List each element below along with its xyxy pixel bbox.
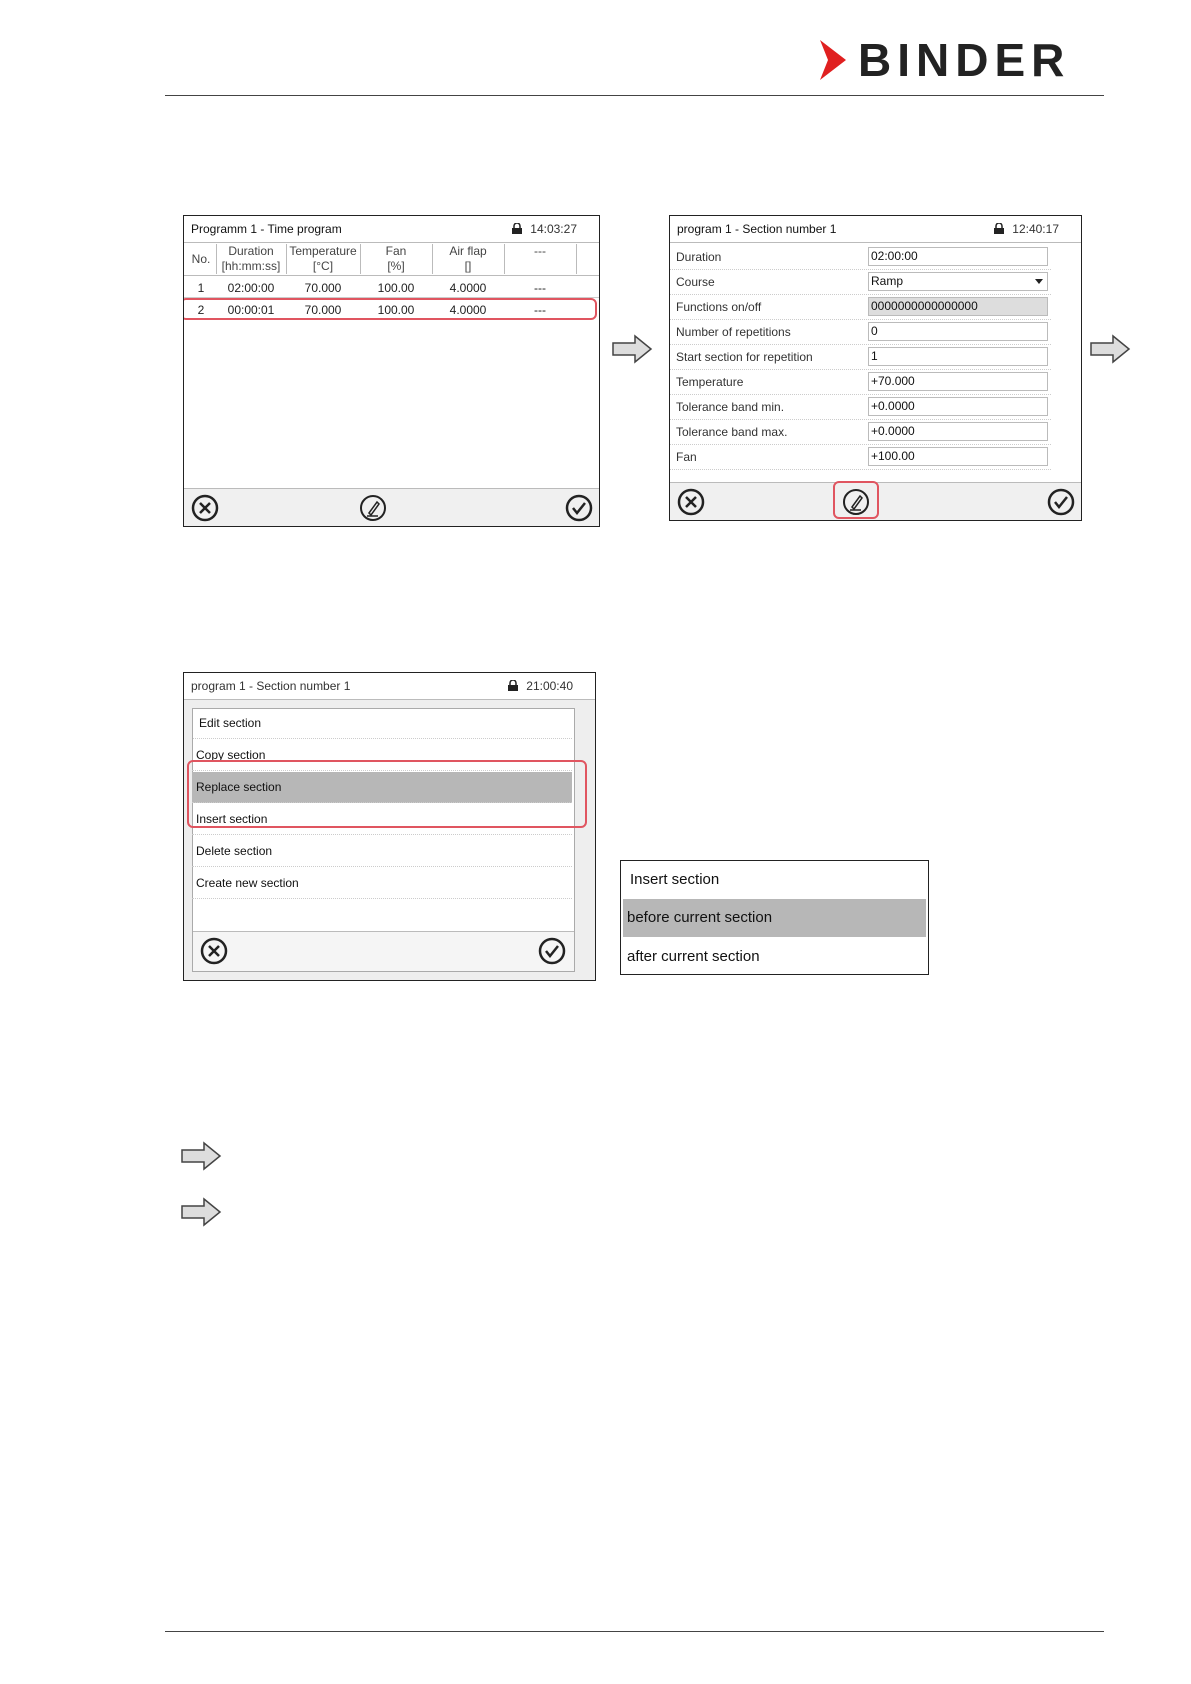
cancel-button[interactable] — [190, 493, 220, 523]
close-icon — [199, 936, 229, 966]
header-rule — [165, 95, 1104, 96]
screen-title: Programm 1 - Time program — [191, 222, 342, 236]
temperature-field[interactable]: +70.000 — [868, 372, 1048, 391]
check-icon — [564, 493, 594, 523]
form-row-duration: Duration 02:00:00 — [670, 244, 1051, 270]
duration-field[interactable]: 02:00:00 — [868, 247, 1048, 266]
close-icon — [190, 493, 220, 523]
col-header-extra: --- — [534, 244, 546, 258]
form-row-tol-min: Tolerance band min. +0.0000 — [670, 394, 1051, 420]
menu-item-copy-section[interactable]: Copy section — [192, 740, 572, 771]
binder-logo — [818, 34, 1108, 86]
check-icon — [1046, 487, 1076, 517]
form-row-functions: Functions on/off 0000000000000000 — [670, 294, 1051, 320]
arrow-right-icon — [180, 1196, 222, 1228]
lock-icon — [993, 223, 1005, 234]
cancel-button[interactable] — [199, 936, 229, 966]
footer-bar — [184, 488, 599, 526]
tolerance-min-field[interactable]: +0.0000 — [868, 397, 1048, 416]
col-header-air-flap: Air flap [] — [449, 244, 487, 273]
title-bar — [184, 216, 599, 243]
menu-item-create-new-section[interactable]: Create new section — [192, 868, 572, 899]
confirm-button[interactable] — [564, 493, 594, 523]
screen-time-program: Programm 1 - Time program 14:03:27 No. Duration [hh:mm:ss] Temperature [°C] Fan [%] Air flap [] --- 1 02:00:00 70.000 100.00 4.0000 --- 2 00:00:01 70.000 100.00 4.0000 --- — [183, 215, 600, 527]
title-bar — [670, 216, 1081, 243]
col-header-duration: Duration [hh:mm:ss] — [221, 244, 281, 273]
menu-item-edit-section[interactable]: Edit section — [193, 708, 572, 739]
title-bar — [184, 673, 595, 700]
form-row-fan: Fan +100.00 — [670, 444, 1051, 470]
screen-section-menu — [183, 672, 596, 981]
menu-item-replace-section[interactable]: Replace section — [192, 772, 572, 803]
pencil-icon — [358, 493, 388, 523]
start-section-field[interactable]: 1 — [868, 347, 1048, 366]
option-after-current-section[interactable]: after current section — [627, 948, 760, 965]
insert-section-popup — [620, 860, 929, 975]
cancel-button[interactable] — [676, 487, 706, 517]
repetitions-field[interactable]: 0 — [868, 322, 1048, 341]
clock: 12:40:17 — [1012, 222, 1059, 236]
col-header-fan: Fan [%] — [385, 244, 407, 273]
menu-highlight — [187, 760, 587, 828]
clock: 14:03:27 — [530, 222, 577, 236]
arrow-right-icon — [180, 1140, 222, 1172]
form-row-start-section: Start section for repetition 1 — [670, 344, 1051, 370]
menu-item-insert-section[interactable]: Insert section — [192, 804, 572, 835]
screen-title: program 1 - Section number 1 — [677, 222, 837, 236]
menu-footer — [193, 931, 574, 971]
form-row-repetitions: Number of repetitions 0 — [670, 319, 1051, 345]
close-icon — [676, 487, 706, 517]
binder-logo-text: BINDER — [858, 34, 1071, 86]
binder-logo-mark-icon — [818, 38, 848, 82]
edit-button-highlight — [833, 481, 879, 519]
lock-icon — [511, 223, 523, 234]
form-row-tol-max: Tolerance band max. +0.0000 — [670, 419, 1051, 445]
row-highlight — [183, 298, 597, 320]
menu-item-delete-section[interactable]: Delete section — [192, 836, 572, 867]
screen-title: program 1 - Section number 1 — [191, 679, 351, 693]
popup-title: Insert section — [623, 861, 926, 900]
fan-field[interactable]: +100.00 — [868, 447, 1048, 466]
col-header-no: No. — [191, 252, 211, 266]
check-icon — [537, 936, 567, 966]
footer-rule — [165, 1631, 1104, 1632]
screen-section-form — [669, 215, 1082, 521]
chevron-down-icon — [1035, 279, 1043, 284]
form-row-course: Course Ramp — [670, 269, 1051, 295]
course-select[interactable]: Ramp — [868, 272, 1048, 291]
option-before-current-section[interactable]: before current section — [623, 899, 926, 937]
col-header-temperature: Temperature [°C] — [289, 244, 357, 273]
confirm-button[interactable] — [537, 936, 567, 966]
tolerance-max-field[interactable]: +0.0000 — [868, 422, 1048, 441]
lock-icon — [507, 680, 519, 691]
confirm-button[interactable] — [1046, 487, 1076, 517]
functions-field[interactable]: 0000000000000000 — [868, 297, 1048, 316]
arrow-right-icon — [1089, 333, 1131, 365]
edit-button[interactable] — [358, 493, 388, 523]
form-row-temperature: Temperature +70.000 — [670, 369, 1051, 395]
clock: 21:00:40 — [526, 679, 573, 693]
arrow-right-icon — [611, 333, 653, 365]
